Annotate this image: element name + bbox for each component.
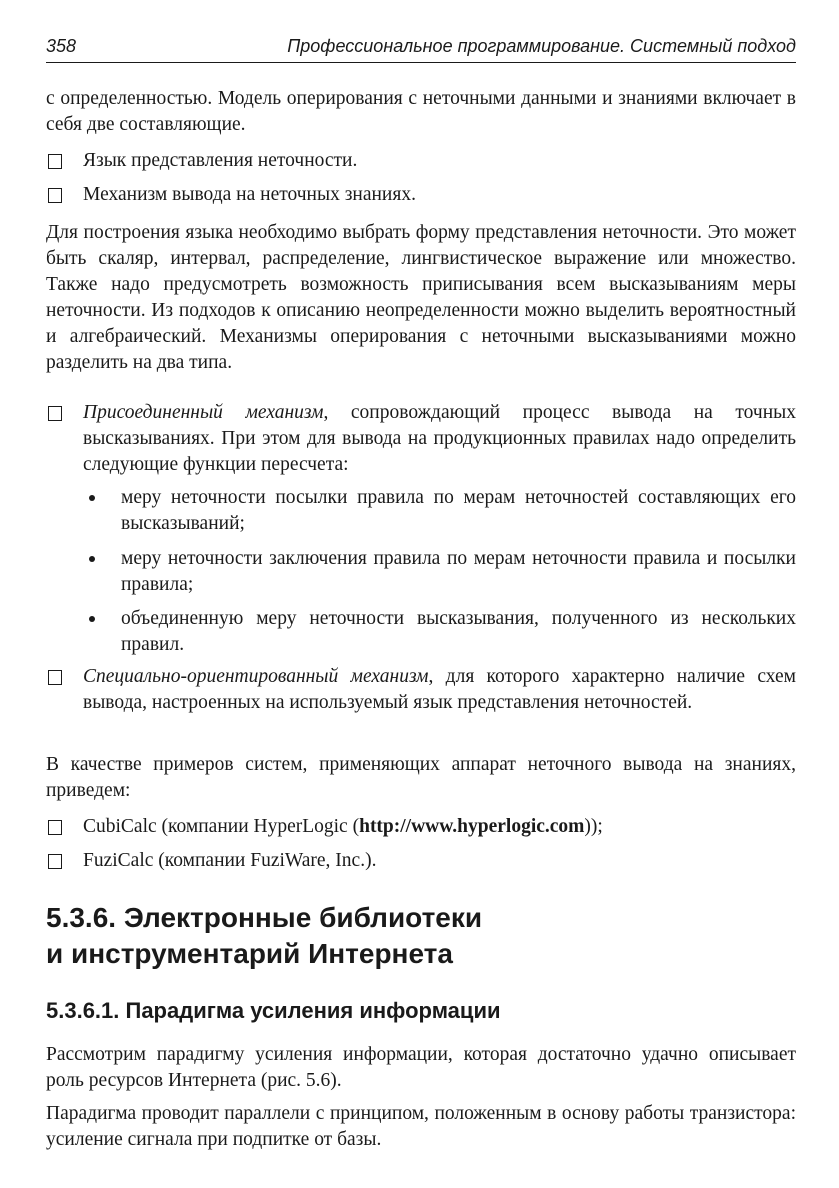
bullet-dot-icon [89,556,95,562]
sub-list-item: меру неточности заключения правила по мерам неточности правила и посылки правила; [121,548,796,595]
list-item-cubicalc [83,814,796,840]
bullet-dot-icon [89,616,95,622]
list-item-special-mechanism [83,664,796,716]
page-number: 358 [46,36,77,56]
checkbox-bullet-icon [48,854,62,869]
intro-paragraph: с определенностью. Модель оперирования с неточными данными и знаниями включает в себя две составляющие. [46,88,796,135]
sub-list-item: меру неточности посылки правила по мерам неточностей составляющих его высказываний; [121,487,796,534]
list-item-text: CubiCalc (компании HyperLogic ( [83,816,360,837]
section-heading [46,900,796,972]
checkbox-bullet-icon [48,820,62,835]
bullet-dot-icon [89,495,95,501]
section-heading-line: 5.3.6. Электронные библиотеки [46,902,483,933]
list-item-text: , сопровождающий процесс вывода на точных высказываниях. При этом для вывода на продукционных правилах надо определить следующие функции пересчета: [83,402,796,475]
examples-paragraph: В качестве примеров систем, применяющих аппарат неточного вывода на знаниях, приведем: [46,754,796,801]
checkbox-bullet-icon [48,154,62,169]
paragraph: Парадигма проводит параллели с принципом, положенным в основу работы транзистора: усиление сигнала при подпитке от базы. [46,1103,796,1150]
running-title: Профессиональное программирование. Системный подход [287,36,796,56]
checkbox-bullet-icon [48,670,62,685]
checkbox-bullet-icon [48,188,62,203]
section-heading-line: и инструментарий Интернета [46,938,453,969]
list-item-text: , для которого характерно наличие схем вывода, настроенных на используемый язык представления неточностей. [83,666,796,713]
list-item-attached-mechanism [83,400,796,478]
term-attached-mechanism: Присоединенный механизм [83,402,324,423]
paragraph: Для построения языка необходимо выбрать форму представления неточности. Это может быть скаляр, интервал, распределение, лингвистическое выражение или множество. Также надо предусмотреть возможность приписывания всем высказываниям меры неточности. Из подходов к описанию неопределенности можно выделить вероятностный и алгебраический. Механизмы оперирования с неточными высказываниями можно разделить на два типа. [46,222,796,373]
term-special-mechanism: Специально-ориентированный механизм [83,666,429,687]
hyperlogic-url: http://www.hyperlogic.com [359,816,585,837]
checkbox-bullet-icon [48,406,62,421]
list-item-text: )); [584,816,603,837]
list-item: Механизм вывода на неточных знаниях. [83,184,416,205]
sub-list-item: объединенную меру неточности высказывания, полученного из нескольких правил. [121,608,796,655]
paragraph: Рассмотрим парадигму усиления информации, которая достаточно удачно описывает роль ресурсов Интернета (рис. 5.6). [46,1044,796,1091]
list-item: Язык представления неточности. [83,150,358,171]
subsection-heading: 5.3.6.1. Парадигма усиления информации [46,998,501,1023]
list-item-fuzicalc: FuziCalc (компании FuziWare, Inc.). [83,850,377,871]
running-header [46,36,796,63]
